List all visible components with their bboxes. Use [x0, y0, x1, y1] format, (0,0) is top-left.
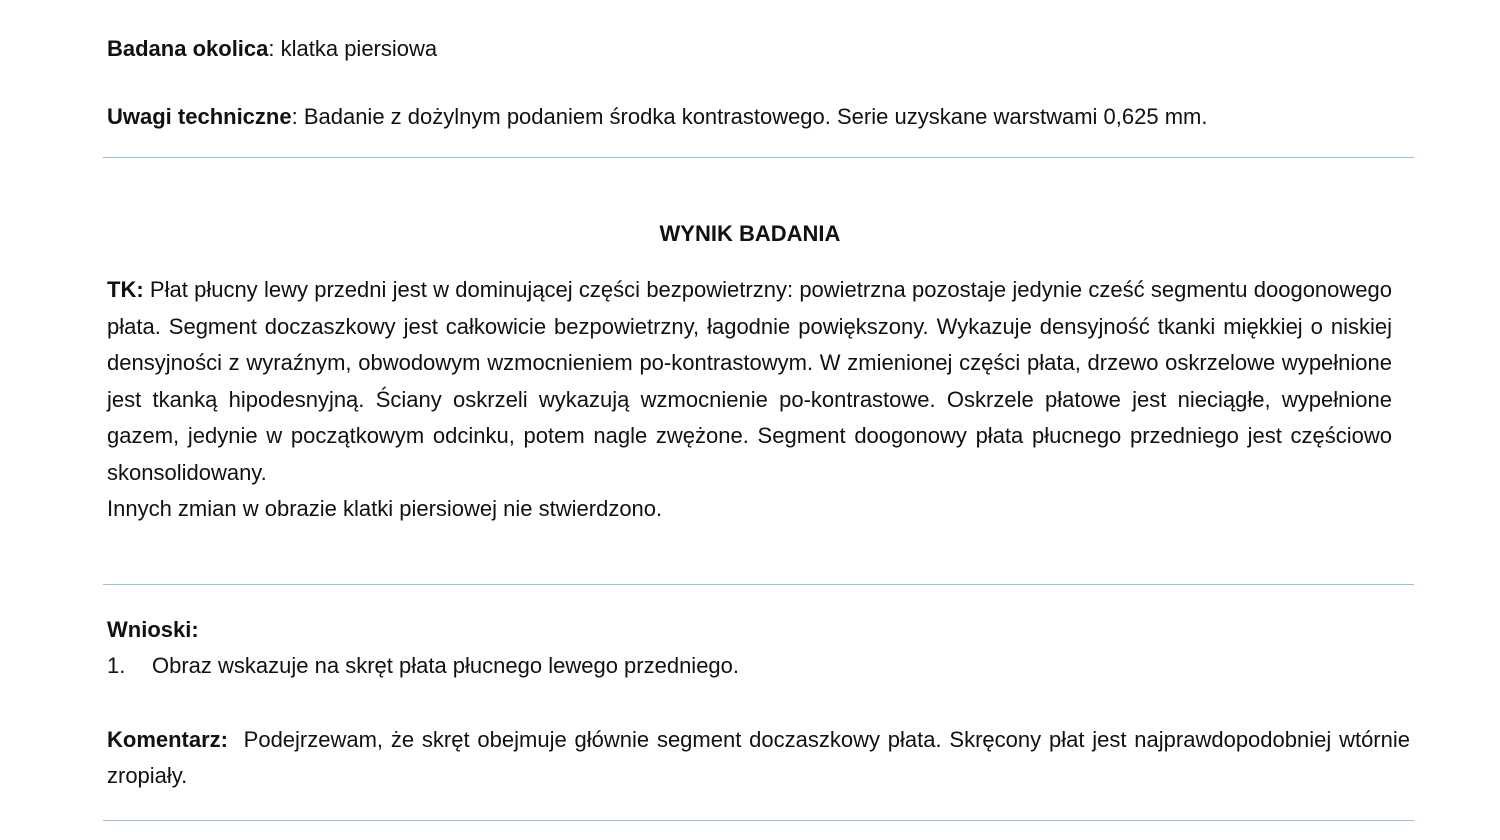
- divider-middle: [103, 584, 1414, 585]
- divider-bottom: [103, 820, 1414, 821]
- region-label: Badana okolica: [107, 36, 269, 61]
- conclusion-text: Obraz wskazuje na skręt płata płucnego lewego przedniego.: [152, 653, 740, 678]
- divider-top: [103, 157, 1414, 158]
- result-heading: WYNIK BADANIA: [659, 221, 841, 246]
- result-paragraph: [107, 272, 1392, 528]
- tk-text: Płat płucny lewy przedni jest w dominującej części bezpowietrzny: powietrzna pozostaje jedynie cześć segmentu doogonowego płata. Segment doczaszkowy jest całkowicie bezpowietrzny, łagodnie powiększony. Wykazuje densyjność tkanki miękkiej o niskiej densyjności z wyraźnym, obwodowym wzmocnieniem po-kontrastowym. W zmienionej części płata, drzewo oskrzelowe wypełnione jest tkanką hipodesnyjną. Ściany oskrzeli wykazują wzmocnienie po-kontrastowe. Oskrzele płatowe jest nieciągłe, wypełnione gazem, jedynie w początkowym odcinku, potem nagle zwężone. Segment doogonowy płata płucnego przedniego jest częściowo skonsolidowany.: [107, 277, 1392, 485]
- region-line: [107, 35, 437, 63]
- conclusion-number: 1.: [107, 653, 126, 678]
- technical-notes-line: [107, 103, 1207, 131]
- tk-label: TK:: [107, 277, 144, 302]
- conclusions-label: Wnioski:: [107, 617, 199, 642]
- region-value: : klatka piersiowa: [268, 36, 438, 61]
- technical-notes-value: : Badanie z dożylnym podaniem środka kontrastowego. Serie uzyskane warstwami 0,625 mm.: [291, 104, 1208, 129]
- tk-last-line: Innych zmian w obrazie klatki piersiowej nie stwierdzono.: [107, 496, 663, 521]
- technical-notes-label: Uwagi techniczne: [107, 104, 292, 129]
- comment-label: Komentarz:: [107, 727, 229, 752]
- comment-paragraph: [107, 722, 1417, 793]
- comment-text: Podejrzewam, że skręt obejmuje głównie segment doczaszkowy płata. Skręcony płat jest najprawdopodobniej wtórnie zropiały.: [107, 727, 1417, 788]
